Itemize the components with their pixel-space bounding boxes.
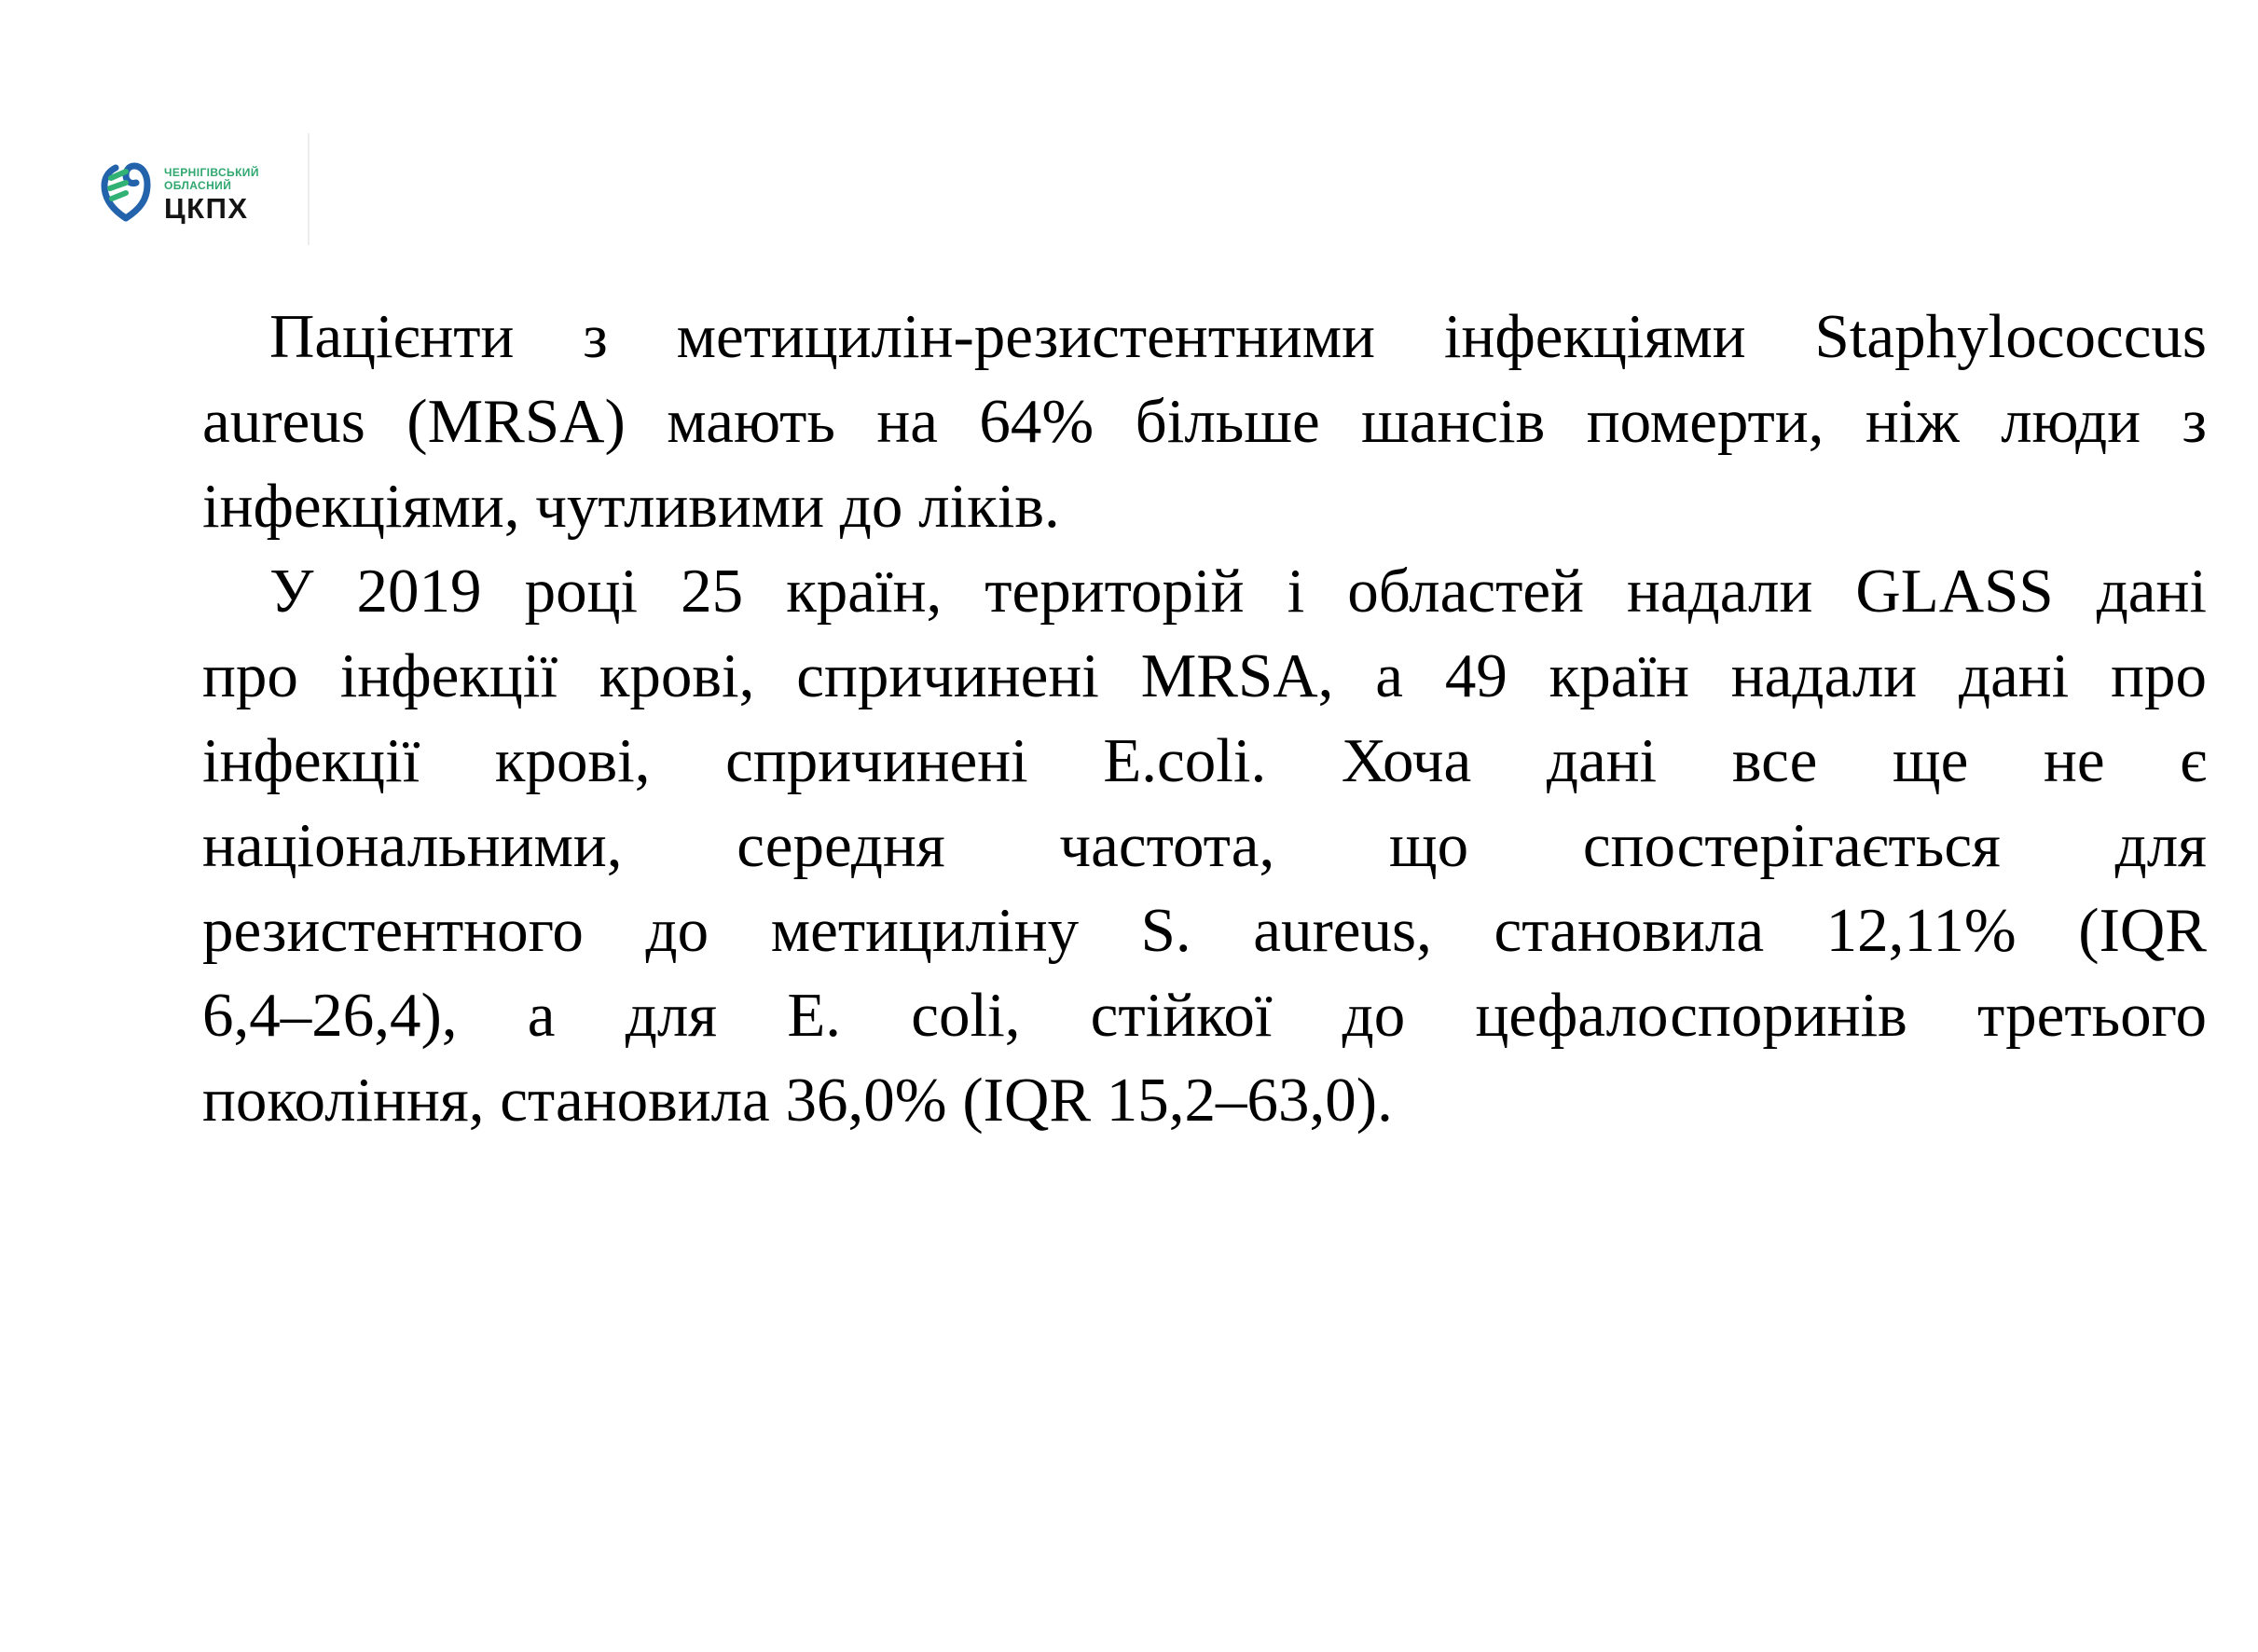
paragraph1-line1: Пацієнти з метицилін-резистентними інфекціями Staphylococcus (269, 302, 2207, 371)
org-name-line1: ЧЕРНІГІВСЬКИЙ (164, 166, 259, 179)
green-stripe-bottom (112, 193, 126, 199)
org-abbreviation: ЦКПХ (164, 192, 249, 225)
logo-image-edge-line (308, 133, 310, 245)
shield-logo-icon (101, 160, 151, 222)
paragraph2-line3: інфекції крові, спричинені E.coli. Хоча дані все ще не є (202, 726, 2207, 795)
org-logo-text (164, 167, 259, 224)
paragraph2-line1: У 2019 році 25 країн, територій і областей надали GLASS дані (269, 557, 2207, 626)
body-text-block (202, 295, 2207, 1143)
org-name-line2: ОБЛАСНИЙ (164, 178, 232, 192)
paragraph2-line2: про інфекції крові, спричинені MRSA, а 49 країн надали дані про (202, 641, 2207, 710)
paragraph1-line3: інфекціями, чутливими до ліків. (202, 472, 1060, 541)
paragraph2-line5: резистентного до метициліну S. aureus, становила 12,11% (IQR (202, 896, 2207, 965)
paragraph2-line4: національними, середня частота, що спостерігається для (202, 811, 2207, 880)
paragraph2-line7: покоління, становила 36,0% (IQR 15,2–63,0). (202, 1066, 1393, 1135)
green-stripe-middle (110, 183, 126, 188)
paragraph2-line6: 6,4–26,4), а для E. coli, стійкої до цефалоспоринів третього (202, 981, 2207, 1050)
paragraph1-line2: aureus (MRSA) мають на 64% більше шансів померти, ніж люди з (202, 387, 2207, 456)
